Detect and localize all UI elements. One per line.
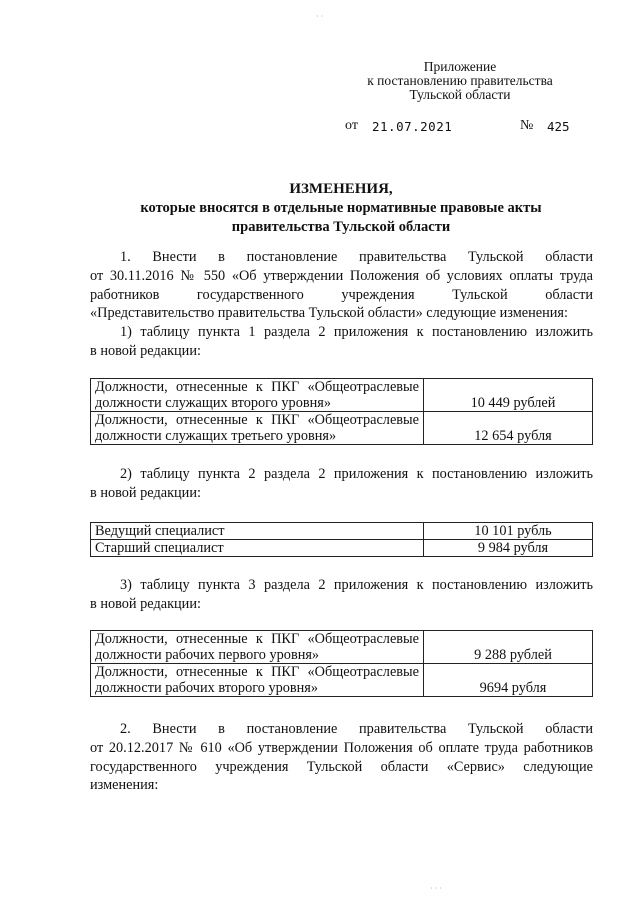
salary-table-3: [90, 630, 593, 697]
paragraph-line: 3) таблицу пункта 3 раздела 2 приложения к постановлению изложить: [120, 577, 593, 593]
item1-sub2: [90, 465, 593, 503]
document-title: [90, 180, 592, 237]
paragraph-line: от 30.11.2016 № 550 «Об утверждении Положения об условиях оплаты труда: [90, 267, 593, 284]
table-cell-salary: 10 101 рубль: [424, 523, 593, 540]
date-label: от: [345, 118, 358, 133]
table-row: [91, 631, 593, 664]
cell-text: Должности, отнесенные к ПКГ «Общеотраслевые: [95, 664, 419, 680]
document-date: 21.07.2021: [372, 119, 453, 134]
title-heading: ИЗМЕНЕНИЯ,: [289, 181, 393, 197]
annex-line: Приложение: [423, 59, 497, 74]
number-label: №: [520, 118, 534, 133]
table-cell-salary: 9 984 рубля: [424, 540, 593, 557]
paragraph-line: от 20.12.2017 № 610 «Об утверждении Положения об оплате труда работников: [90, 739, 593, 756]
table-cell-position: Ведущий специалист: [91, 523, 424, 540]
table-cell-position: [91, 379, 424, 412]
cell-text: Должности, отнесенные к ПКГ «Общеотраслевые: [95, 379, 419, 395]
document-number: 425: [547, 119, 570, 134]
table-cell-position: Старший специалист: [91, 540, 424, 557]
table-cell-salary: 9694 рубля: [424, 664, 593, 697]
paragraph-line: в новой редакции:: [90, 595, 201, 612]
table-row: [91, 412, 593, 445]
cell-text: Должности, отнесенные к ПКГ «Общеотраслевые: [95, 631, 419, 647]
paragraph-line: изменения:: [90, 777, 159, 794]
paragraph-line: «Представительство правительства Тульской области» следующие изменения:: [90, 305, 568, 322]
item1-intro: [90, 248, 593, 361]
paragraph-line: 2. Внести в постановление правительства Тульской области: [120, 721, 593, 737]
cell-text: должности рабочих второго уровня»: [95, 680, 319, 696]
table-cell-salary: 9 288 рублей: [424, 631, 593, 664]
table-row: [91, 540, 593, 557]
paragraph-line: в новой редакции:: [90, 484, 201, 501]
scan-artifact: · ·: [316, 12, 324, 21]
annex-line: к постановлению правительства: [367, 73, 553, 88]
table-cell-position: [91, 664, 424, 697]
cell-text: должности служащих второго уровня»: [95, 395, 331, 411]
cell-text: Должности, отнесенные к ПКГ «Общеотраслевые: [95, 412, 419, 428]
table-cell-position: [91, 631, 424, 664]
table-row: [91, 379, 593, 412]
table-row: [91, 523, 593, 540]
scan-artifact: · · ·: [430, 884, 442, 893]
paragraph-line: в новой редакции:: [90, 342, 201, 359]
paragraph-line: государственного учреждения Тульской области «Сервис» следующие: [90, 758, 593, 775]
table-cell-position: [91, 412, 424, 445]
title-line: которые вносятся в отдельные нормативные правовые акты: [140, 200, 542, 216]
salary-table-2: [90, 522, 593, 557]
cell-text: должности рабочих первого уровня»: [95, 647, 320, 663]
annex-block: [330, 60, 590, 102]
title-line: правительства Тульской области: [231, 219, 451, 235]
paragraph-line: 2) таблицу пункта 2 раздела 2 приложения к постановлению изложить: [120, 466, 593, 482]
salary-table-1: [90, 378, 593, 445]
item1-sub3: [90, 576, 593, 614]
annex-line: Тульской области: [409, 87, 511, 102]
paragraph-line: работников государственного учреждения Тульской области: [90, 286, 593, 303]
paragraph-line: 1) таблицу пункта 1 раздела 2 приложения к постановлению изложить: [120, 324, 593, 341]
paragraph-line: 1. Внести в постановление правительства Тульской области: [120, 249, 593, 265]
table-row: [91, 664, 593, 697]
table-cell-salary: 10 449 рублей: [424, 379, 593, 412]
cell-text: должности служащих третьего уровня»: [95, 428, 337, 444]
table-cell-salary: 12 654 рубля: [424, 412, 593, 445]
item2-intro: [90, 720, 593, 795]
